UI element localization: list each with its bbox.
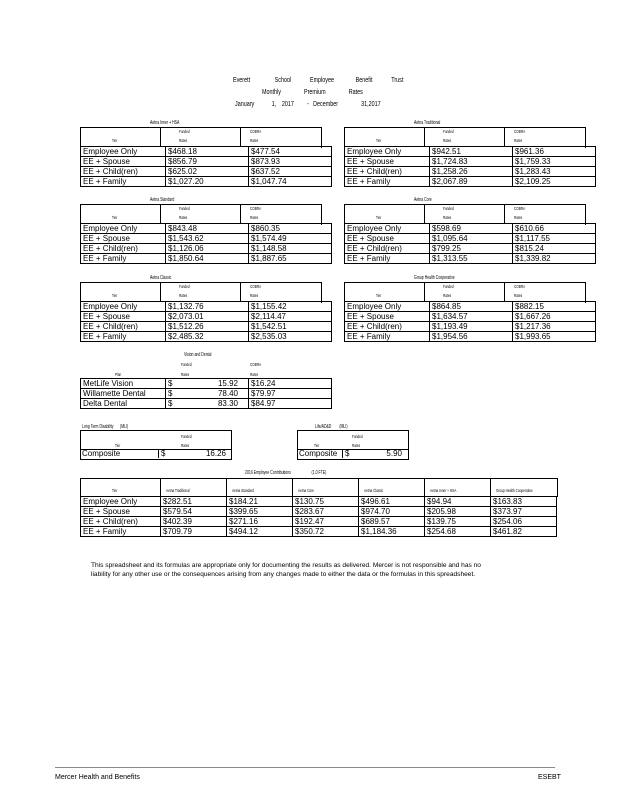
plan-rate-table <box>344 301 596 342</box>
table-row <box>81 312 332 322</box>
tier-head: Tier <box>376 138 382 143</box>
cobra-rate-cell: $79.97 <box>249 389 332 399</box>
plan-header-divider <box>240 127 241 147</box>
contrib-col-head: Aetna Core <box>298 488 314 493</box>
funded-rate-cell: $1,850.64 <box>166 254 249 264</box>
rates-head: Rates <box>179 138 188 143</box>
contribution-cell: $163.83 <box>491 497 557 507</box>
dollar-sign: $ <box>168 389 173 398</box>
plan-header-divider <box>504 204 505 224</box>
contrib-col-head: Aetna Traditional <box>166 488 190 493</box>
funded-rate-cell: $843.48 <box>166 224 249 234</box>
title-word: School <box>274 75 292 84</box>
cobra-rate-cell: $873.93 <box>249 157 332 167</box>
table-row <box>345 302 596 312</box>
contrib-title <box>245 470 326 476</box>
contrib-fte: (1.0 FTE) <box>311 470 327 476</box>
table-row <box>81 224 332 234</box>
cobra-rate-cell: $815.24 <box>513 244 596 254</box>
tier-cell: Employee Only <box>81 147 166 157</box>
contribution-cell: $205.98 <box>425 507 491 517</box>
funded-head: Funded <box>443 284 454 289</box>
cobra-head: COBRA <box>514 129 526 134</box>
table-row <box>81 399 332 409</box>
cobra-rate-cell: $1,542.51 <box>249 322 332 332</box>
contribution-cell: $494.12 <box>227 527 293 537</box>
table-row <box>81 517 557 527</box>
contribution-cell: $461.82 <box>491 527 557 537</box>
contrib-header-divider <box>160 478 161 496</box>
table-row <box>81 147 332 157</box>
funded-rate-cell <box>166 379 249 389</box>
contribution-cell: $974.70 <box>359 507 425 517</box>
cobra-rate-cell: $1,047.74 <box>249 177 332 187</box>
title-word: Everett <box>233 75 251 84</box>
title-word: Benefit <box>355 75 373 84</box>
contribution-cell: $184.21 <box>227 497 293 507</box>
tier-cell: EE + Spouse <box>345 312 430 322</box>
tier-cell: Employee Only <box>345 224 430 234</box>
plan-header-divider <box>160 282 161 302</box>
funded-rate-cell: $2,073.01 <box>166 312 249 322</box>
contribution-cell: $94.94 <box>425 497 491 507</box>
cobra-rate-cell: $2,535.03 <box>249 332 332 342</box>
cobra-rate-cell: $477.54 <box>249 147 332 157</box>
funded-rate-cell: $856.79 <box>166 157 249 167</box>
cobra-rate-cell: $1,667.26 <box>513 312 596 322</box>
tier-cell: EE + Spouse <box>345 157 430 167</box>
tier-cell: EE + Spouse <box>81 234 166 244</box>
funded-rate-cell: $1,126.06 <box>166 244 249 254</box>
contrib-header-divider <box>358 478 359 496</box>
cobra-rate-cell: $882.15 <box>513 302 596 312</box>
dollar-sign: $ <box>168 379 173 388</box>
cobra-rate-cell: $2,114.47 <box>249 312 332 322</box>
cobra-rate-cell: $1,283.43 <box>513 167 596 177</box>
tier-head: Tier <box>112 215 118 220</box>
tier-cell: EE + Child(ren) <box>81 517 161 527</box>
life-row-label: Composite <box>299 449 338 458</box>
cobra-rate-cell: $961.36 <box>513 147 596 157</box>
ltd-row-label: Composite <box>82 449 121 458</box>
life-dollar: $ <box>345 449 350 458</box>
footer-rule <box>55 767 555 768</box>
table-row <box>345 254 596 264</box>
cobra-head: COBRA <box>250 206 262 211</box>
table-row <box>345 234 596 244</box>
tier-cell: EE + Child(ren) <box>81 244 166 254</box>
plan-header-divider <box>504 127 505 147</box>
tier-cell: Employee Only <box>81 224 166 234</box>
tier-cell: EE + Child(ren) <box>345 244 430 254</box>
funded-rate-cell <box>166 389 249 399</box>
life-title-text: Life/AD&D <box>315 424 332 430</box>
cobra-rate-cell: $16.24 <box>249 379 332 389</box>
funded-rate-cell <box>166 399 249 409</box>
contribution-cell: $1,184.36 <box>359 527 425 537</box>
plan-header-box <box>344 282 586 303</box>
plan-header-divider <box>240 204 241 224</box>
contribution-cell: $373.97 <box>491 507 557 517</box>
funded-rate-cell: $1,512.26 <box>166 322 249 332</box>
table-row <box>81 527 557 537</box>
plan-title: Aetna Core <box>414 197 432 203</box>
rates-head: Rates <box>250 372 259 377</box>
contribution-cell: $130.75 <box>293 497 359 507</box>
funded-rate-cell: $1,095.64 <box>430 234 513 244</box>
table-row <box>345 177 596 187</box>
cobra-head: COBRA <box>514 206 526 211</box>
funded-rate-cell: $598.69 <box>430 224 513 234</box>
plan-header-divider <box>424 127 425 147</box>
tier-head: Tier <box>112 293 118 298</box>
table-row <box>345 322 596 332</box>
plan-rate-table <box>344 223 596 264</box>
plan-rate-table <box>80 146 332 187</box>
cobra-rate-cell: $1,155.42 <box>249 302 332 312</box>
title-word: - <box>306 99 309 108</box>
funded-rate-cell: $1,954.56 <box>430 332 513 342</box>
cobra-rate-cell: $84.97 <box>249 399 332 409</box>
tier-cell: EE + Child(ren) <box>345 322 430 332</box>
contribution-cell: $709.79 <box>161 527 227 537</box>
footer-right: ESEBT <box>538 774 561 781</box>
plan-rate-table <box>80 301 332 342</box>
table-row <box>81 389 332 399</box>
cobra-rate-cell: $637.52 <box>249 167 332 177</box>
tier-cell: EE + Family <box>81 332 166 342</box>
tier-cell: EE + Family <box>81 254 166 264</box>
funded-rate-cell: $1,132.76 <box>166 302 249 312</box>
funded-rate-cell: $625.02 <box>166 167 249 177</box>
funded-rate-cell: $468.18 <box>166 147 249 157</box>
funded-rate-cell: $1,634.57 <box>430 312 513 322</box>
tier-head: Tier <box>112 138 118 143</box>
table-row <box>81 254 332 264</box>
tier-cell: EE + Child(ren) <box>81 322 166 332</box>
tier-cell: EE + Family <box>81 177 166 187</box>
funded-rate-cell: $2,067.89 <box>430 177 513 187</box>
funded-value: 15.92 <box>217 379 238 388</box>
contrib-rate-table <box>80 496 557 537</box>
table-row <box>345 312 596 322</box>
contrib-col-head: Aetna Standard <box>232 488 254 493</box>
cobra-rate-cell: $1,117.55 <box>513 234 596 244</box>
title-word: Trust <box>391 75 404 84</box>
contrib-header-divider <box>424 478 425 496</box>
table-row <box>81 244 332 254</box>
title-line-2 <box>262 87 363 96</box>
rates-head: Rates <box>179 215 188 220</box>
table-row <box>81 507 557 517</box>
vision-dental-title: Vision and Dental <box>184 352 212 358</box>
title-line-1 <box>233 75 403 84</box>
tier-cell: EE + Family <box>345 332 430 342</box>
table-row <box>81 177 332 187</box>
cobra-rate-cell: $1,993.65 <box>513 332 596 342</box>
title-word: January <box>235 99 255 108</box>
cobra-head: COBRA <box>250 284 262 289</box>
table-row <box>81 322 332 332</box>
footer-left: Mercer Health and Benefits <box>55 774 140 781</box>
rates-head: Rates <box>179 293 188 298</box>
contribution-cell: $399.65 <box>227 507 293 517</box>
cobra-rate-cell: $1,148.58 <box>249 244 332 254</box>
funded-rate-cell: $799.25 <box>430 244 513 254</box>
table-row <box>81 379 332 389</box>
plan-cell: MetLife Vision <box>81 379 166 389</box>
plan-header-divider <box>504 282 505 302</box>
contribution-cell: $402.39 <box>161 517 227 527</box>
funded-rate-cell: $1,027.20 <box>166 177 249 187</box>
plan-title: Aetna Standard <box>150 197 175 203</box>
plan-header-divider <box>240 282 241 302</box>
funded-rate-cell: $864.85 <box>430 302 513 312</box>
tier-cell: EE + Child(ren) <box>345 167 430 177</box>
plan-header-divider <box>160 204 161 224</box>
table-row <box>345 224 596 234</box>
ltd-value: 16.26 <box>205 449 226 458</box>
tier-cell: EE + Spouse <box>81 157 166 167</box>
funded-head: Funded <box>443 129 454 134</box>
tier-cell: Employee Only <box>345 147 430 157</box>
plan-head: Plan <box>115 372 122 377</box>
contrib-col-head: Aetna Inner + HSA <box>430 488 457 493</box>
cobra-rate-cell: $610.66 <box>513 224 596 234</box>
contrib-header-divider <box>490 478 491 496</box>
contribution-cell: $282.51 <box>161 497 227 507</box>
plan-header-divider <box>424 282 425 302</box>
contribution-cell: $579.54 <box>161 507 227 517</box>
table-row <box>345 167 596 177</box>
funded-head: Funded <box>181 362 192 367</box>
contribution-cell: $254.68 <box>425 527 491 537</box>
tier-cell: EE + Family <box>345 254 430 264</box>
funded-value: 83.30 <box>217 399 238 408</box>
rates-head: Rates <box>352 443 361 448</box>
cobra-rate-cell: $1,339.82 <box>513 254 596 264</box>
plan-rate-table <box>344 146 596 187</box>
funded-rate-cell: $1,258.26 <box>430 167 513 177</box>
rates-head: Rates <box>250 138 259 143</box>
plan-title: Aetna Inner + HSA <box>150 120 180 126</box>
rates-head: Rates <box>250 293 259 298</box>
cobra-rate-cell: $2,109.25 <box>513 177 596 187</box>
funded-head: Funded <box>179 284 190 289</box>
ltd-col-line <box>158 449 159 458</box>
title-word: Monthly <box>262 87 281 96</box>
tier-cell: Employee Only <box>345 302 430 312</box>
tier-head: Tier <box>112 488 118 493</box>
contrib-header-divider <box>292 478 293 496</box>
funded-rate-cell: $1,193.49 <box>430 322 513 332</box>
title-word: 31,2017 <box>361 99 381 108</box>
tier-cell: EE + Family <box>345 177 430 187</box>
life-col-line <box>342 449 343 458</box>
contribution-cell: $192.47 <box>293 517 359 527</box>
rates-head: Rates <box>443 215 452 220</box>
rates-head: Rates <box>181 443 190 448</box>
tier-head: Tier <box>376 215 382 220</box>
table-row <box>81 157 332 167</box>
rates-head: Rates <box>514 138 523 143</box>
title-line-3 <box>235 99 381 108</box>
title-word: 2017 <box>281 99 294 108</box>
funded-head: Funded <box>179 129 190 134</box>
plan-title: Group Health Cooperative <box>414 275 455 281</box>
contribution-cell: $689.57 <box>359 517 425 527</box>
cobra-head: COBRA <box>250 129 262 134</box>
tier-head: Tier <box>115 443 121 448</box>
ltd-dollar: $ <box>161 449 166 458</box>
funded-rate-cell: $1,543.62 <box>166 234 249 244</box>
funded-head: Funded <box>179 206 190 211</box>
funded-value: 78.40 <box>217 389 238 398</box>
cobra-rate-cell: $1,887.65 <box>249 254 332 264</box>
funded-rate-cell: $2,485.32 <box>166 332 249 342</box>
contribution-cell: $496.61 <box>359 497 425 507</box>
table-row <box>81 234 332 244</box>
plan-header-divider <box>424 204 425 224</box>
rates-head: Rates <box>514 215 523 220</box>
funded-head: Funded <box>443 206 454 211</box>
table-row <box>81 302 332 312</box>
tier-cell: EE + Spouse <box>345 234 430 244</box>
tier-cell: EE + Family <box>81 527 161 537</box>
contribution-cell: $254.06 <box>491 517 557 527</box>
rates-head: Rates <box>514 293 523 298</box>
rates-head: Rates <box>443 138 452 143</box>
contrib-header-box <box>80 478 558 497</box>
funded-rate-cell: $942.51 <box>430 147 513 157</box>
rates-head: Rates <box>443 293 452 298</box>
contrib-col-head: Group Health Cooperative <box>496 488 533 493</box>
table-row <box>345 244 596 254</box>
ltd-title-text: Long Term Disability <box>82 424 114 430</box>
plan-header-box <box>80 127 322 148</box>
contrib-col-head: Aetna Classic <box>364 488 384 493</box>
vision-dental-table <box>80 378 332 409</box>
contrib-header-divider <box>226 478 227 496</box>
disclaimer: This spreadsheet and its formulas are appropriate only for documenting the results as delivered. Mercer is not responsible and has no liability for any other use or the consequences arising from any changes made to either the data or the formulas in this spreadsheet. <box>91 562 481 578</box>
funded-rate-cell: $1,724.83 <box>430 157 513 167</box>
table-row <box>81 497 557 507</box>
tier-cell: EE + Spouse <box>81 312 166 322</box>
title-word: 1, <box>271 99 277 108</box>
funded-head: Funded <box>181 434 192 439</box>
contribution-cell: $139.75 <box>425 517 491 527</box>
contribution-cell: $350.72 <box>293 527 359 537</box>
table-row <box>81 167 332 177</box>
plan-header-box <box>344 127 586 148</box>
plan-cell: Delta Dental <box>81 399 166 409</box>
cobra-rate-cell: $1,574.49 <box>249 234 332 244</box>
contrib-title-text: 2016 Employee Contributions <box>245 470 291 476</box>
life-value: 5.90 <box>386 449 402 458</box>
table-row <box>81 332 332 342</box>
title-word: Rates <box>348 87 363 96</box>
tier-cell: Employee Only <box>81 497 161 507</box>
title-word: December <box>313 99 339 108</box>
ltd-tag: (MLI) <box>120 424 129 430</box>
tier-head: Tier <box>314 443 320 448</box>
plan-header-box <box>344 204 586 225</box>
table-row <box>345 147 596 157</box>
title-word: Employee <box>309 75 334 84</box>
plan-rate-table <box>80 223 332 264</box>
funded-head: Funded <box>352 434 363 439</box>
cobra-rate-cell: $1,217.36 <box>513 322 596 332</box>
plan-cell: Willamette Dental <box>81 389 166 399</box>
contribution-cell: $283.67 <box>293 507 359 517</box>
plan-title: Aetna Classic <box>150 275 172 281</box>
cobra-head: COBRA <box>514 284 526 289</box>
cobra-head: COBRA <box>250 362 262 367</box>
plan-header-divider <box>160 127 161 147</box>
title-word: Premium <box>304 87 326 96</box>
tier-cell: EE + Child(ren) <box>81 167 166 177</box>
dollar-sign: $ <box>168 399 173 408</box>
plan-title: Aetna Traditional <box>414 120 441 126</box>
rates-head: Rates <box>250 215 259 220</box>
cobra-rate-cell: $860.35 <box>249 224 332 234</box>
plan-header-box <box>80 282 322 303</box>
plan-header-box <box>80 204 322 225</box>
funded-rate-cell: $1,313.55 <box>430 254 513 264</box>
tier-cell: Employee Only <box>81 302 166 312</box>
tier-cell: EE + Spouse <box>81 507 161 517</box>
cobra-rate-cell: $1,759.33 <box>513 157 596 167</box>
contribution-cell: $271.16 <box>227 517 293 527</box>
table-row <box>345 157 596 167</box>
tier-head: Tier <box>376 293 382 298</box>
table-row <box>345 332 596 342</box>
life-tag: (MLI) <box>339 424 348 430</box>
rates-head: Rates <box>181 372 190 377</box>
